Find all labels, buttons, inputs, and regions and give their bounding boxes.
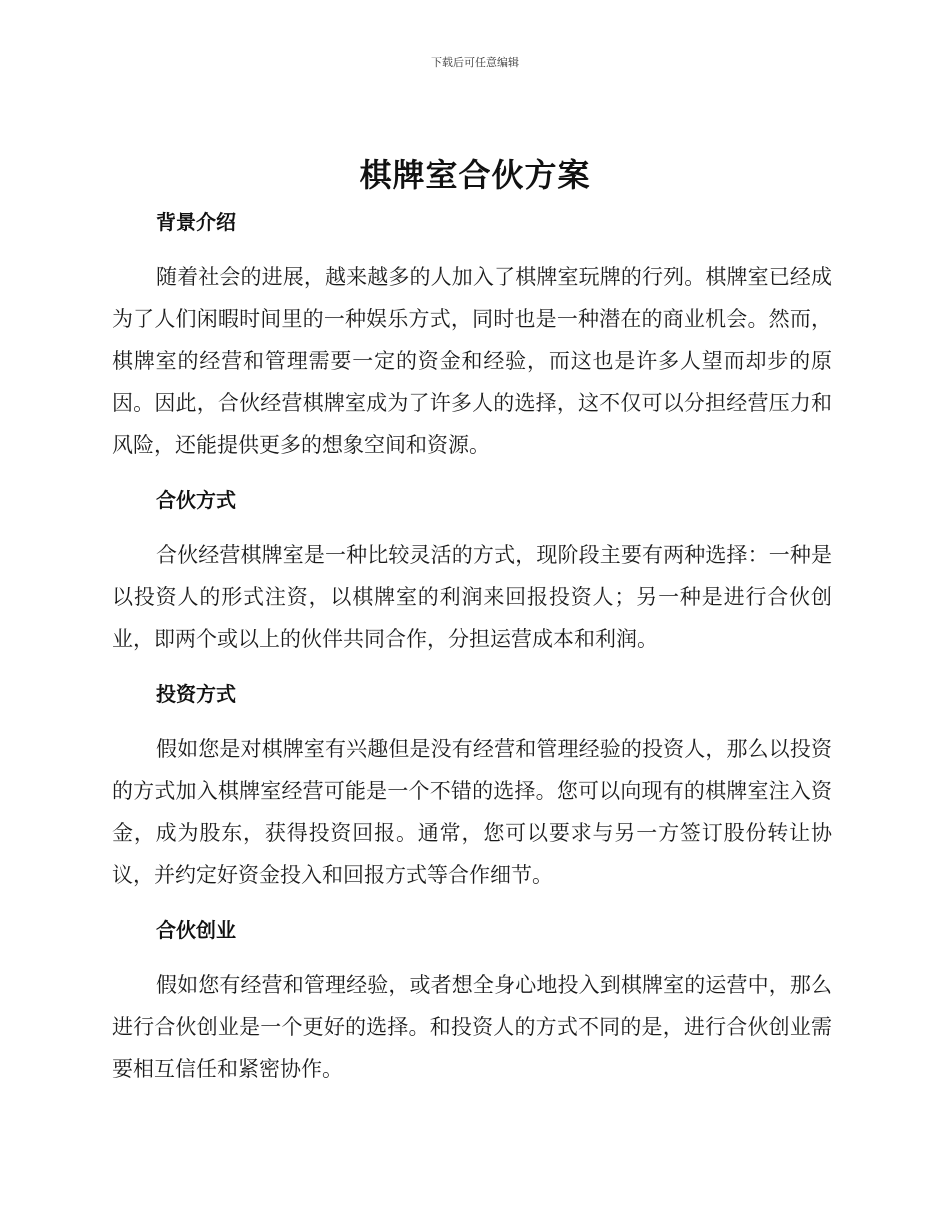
section-heading: 背景介绍 <box>156 210 236 234</box>
section-heading: 合伙方式 <box>156 488 236 512</box>
section-background <box>112 200 832 466</box>
section-heading: 投资方式 <box>156 682 236 706</box>
document-body <box>112 200 832 1102</box>
section-paragraph: 合伙经营棋牌室是一种比较灵活的方式，现阶段主要有两种选择：一种是以投资人的形式注资，以棋牌室的利润来回报投资人；另一种是进行合伙创业，即两个或以上的伙伴共同合作，分担运营成本和利润。 <box>112 543 832 651</box>
section-partnership-mode <box>112 478 832 660</box>
section-heading: 合伙创业 <box>156 918 236 942</box>
section-paragraph: 假如您是对棋牌室有兴趣但是没有经营和管理经验的投资人，那么以投资的方式加入棋牌室经营可能是一个不错的选择。您可以向现有的棋牌室注入资金，成为股东，获得投资回报。通常，您可以要求与另一方签订股份转让协议，并约定好资金投入和回报方式等合作细节。 <box>112 737 832 887</box>
section-paragraph: 假如您有经营和管理经验，或者想全身心地投入到棋牌室的运营中，那么进行合伙创业是一个更好的选择。和投资人的方式不同的是，进行合伙创业需要相互信任和紧密协作。 <box>112 973 832 1081</box>
header-note: 下载后可任意编辑 <box>431 56 519 69</box>
section-investment-mode <box>112 672 832 896</box>
page-title: 棋牌室合伙方案 <box>359 156 591 194</box>
section-joint-venture <box>112 908 832 1090</box>
section-paragraph: 随着社会的进展，越来越多的人加入了棋牌室玩牌的行列。棋牌室已经成为了人们闲暇时间里的一种娱乐方式，同时也是一种潜在的商业机会。然而，棋牌室的经营和管理需要一定的资金和经验，而这也是许多人望而却步的原因。因此，合伙经营棋牌室成为了许多人的选择，这不仅可以分担经营压力和风险，还能提供更多的想象空间和资源。 <box>112 265 832 457</box>
